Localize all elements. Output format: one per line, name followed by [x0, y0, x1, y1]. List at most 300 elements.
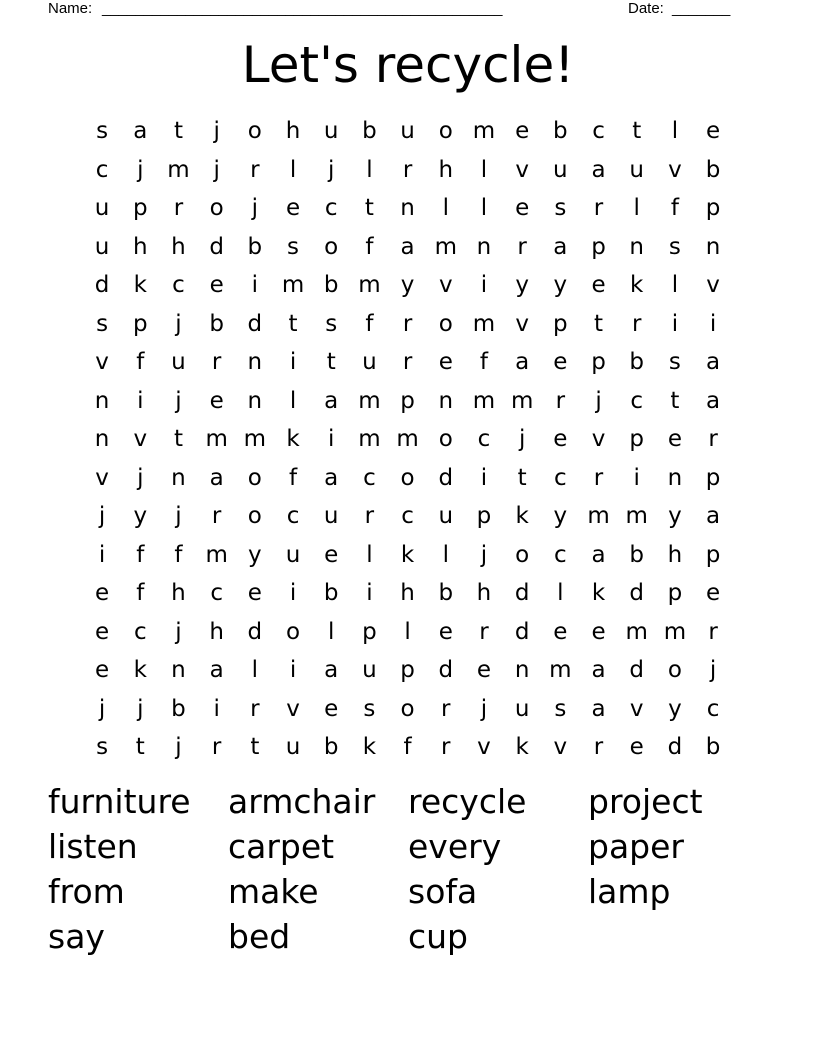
grid-letter: l	[366, 156, 373, 183]
grid-letter: r	[479, 618, 489, 645]
grid-letter: m	[358, 272, 381, 298]
grid-letter: u	[94, 233, 110, 260]
grid-letter: j	[175, 618, 182, 645]
grid-letter: s	[554, 195, 567, 221]
word-list-item: carpet	[228, 827, 335, 866]
grid-letter: e	[667, 426, 682, 452]
grid-letter: p	[553, 310, 568, 337]
grid-letter: n	[171, 464, 186, 491]
grid-letter: n	[171, 657, 186, 683]
grid-letter: a	[706, 503, 721, 529]
grid-letter: c	[286, 503, 300, 529]
grid-letter: a	[400, 233, 415, 260]
grid-letter: p	[362, 618, 377, 645]
grid-row	[83, 497, 733, 536]
grid-letter: y	[553, 272, 568, 298]
grid-letter: k	[133, 657, 147, 683]
grid-letter: u	[553, 156, 568, 183]
grid-letter: p	[629, 426, 645, 452]
grid-letter: m	[549, 657, 572, 683]
grid-letter: r	[593, 464, 604, 491]
grid-letter: s	[96, 118, 109, 144]
grid-letter: c	[95, 156, 109, 183]
grid-letter: e	[95, 580, 110, 606]
grid-letter: c	[401, 503, 414, 529]
grid-letter: b	[323, 272, 339, 298]
grid-letter: i	[289, 657, 297, 683]
grid-letter: e	[247, 580, 262, 606]
grid-letter: e	[629, 734, 644, 760]
grid-letter: p	[476, 503, 492, 529]
grid-letter: t	[594, 310, 604, 337]
grid-row	[83, 112, 733, 151]
grid-letter: t	[670, 387, 680, 414]
grid-letter: l	[480, 195, 488, 221]
letter-grid	[83, 112, 733, 767]
grid-letter: e	[553, 349, 568, 375]
grid-letter: k	[591, 580, 606, 606]
grid-letter: s	[668, 349, 681, 375]
grid-letter: r	[364, 503, 375, 529]
word-list	[48, 780, 768, 960]
grid-letter: l	[480, 156, 488, 183]
grid-letter: d	[209, 233, 224, 260]
grid-letter: f	[174, 541, 183, 568]
grid-letter: p	[705, 464, 721, 491]
grid-letter: h	[438, 156, 454, 183]
grid-letter: u	[323, 503, 339, 529]
grid-letter: o	[247, 118, 262, 144]
grid-letter: e	[706, 580, 721, 606]
grid-letter: o	[667, 657, 682, 683]
grid-letter: h	[285, 118, 301, 144]
grid-letter: r	[441, 695, 451, 722]
grid-letter: u	[629, 156, 644, 183]
grid-letter: a	[324, 464, 339, 491]
grid-letter: k	[400, 541, 415, 568]
grid-letter: b	[171, 695, 186, 722]
grid-letter: i	[251, 272, 259, 298]
grid-row	[83, 343, 733, 382]
grid-letter: m	[472, 118, 496, 144]
grid-letter: a	[133, 118, 148, 144]
grid-letter: l	[442, 541, 449, 568]
name-label: Name:	[48, 0, 93, 17]
grid-letter: l	[289, 387, 297, 414]
grid-letter: h	[476, 580, 492, 606]
grid-letter: h	[171, 233, 186, 260]
grid-letter: e	[438, 349, 453, 375]
grid-letter: y	[515, 272, 529, 298]
grid-letter: i	[480, 272, 488, 298]
grid-letter: a	[324, 387, 339, 414]
grid-letter: d	[667, 734, 683, 760]
grid-letter: j	[480, 695, 488, 722]
grid-letter: c	[592, 118, 605, 144]
page-title: Let's recycle!	[241, 36, 575, 94]
grid-letter: o	[285, 618, 301, 645]
grid-letter: v	[286, 695, 300, 722]
grid-letter: e	[706, 118, 721, 144]
grid-row	[83, 189, 733, 228]
grid-letter: n	[247, 387, 263, 414]
grid-letter: j	[137, 695, 144, 722]
grid-letter: d	[94, 272, 110, 298]
grid-letter: k	[630, 272, 644, 298]
grid-letter: a	[209, 657, 224, 683]
grid-letter: j	[98, 503, 106, 529]
grid-letter: k	[515, 734, 529, 760]
grid-letter: j	[175, 387, 182, 414]
grid-letter: j	[251, 195, 259, 221]
grid-letter: m	[625, 618, 648, 645]
grid-letter: t	[364, 195, 374, 221]
grid-letter: l	[251, 657, 259, 683]
grid-letter: n	[667, 464, 683, 491]
grid-letter: p	[705, 195, 721, 221]
grid-letter: n	[629, 233, 644, 260]
grid-letter: j	[213, 156, 220, 183]
grid-letter: c	[554, 541, 567, 568]
grid-letter: l	[289, 156, 297, 183]
grid-letter: n	[514, 657, 530, 683]
grid-letter: b	[323, 580, 339, 606]
grid-row	[83, 305, 733, 344]
grid-letter: t	[632, 118, 642, 144]
word-list-item: make	[228, 872, 319, 911]
grid-letter: e	[591, 272, 606, 298]
grid-letter: e	[324, 541, 339, 568]
grid-letter: l	[557, 580, 564, 606]
grid-letter: b	[323, 734, 339, 760]
grid-letter: a	[591, 541, 606, 568]
grid-letter: p	[591, 349, 606, 375]
grid-letter: r	[631, 310, 642, 337]
grid-letter: p	[667, 580, 683, 606]
grid-letter: n	[476, 233, 492, 260]
grid-letter: o	[247, 503, 262, 529]
grid-letter: u	[362, 657, 377, 683]
grid-letter: v	[477, 734, 491, 760]
grid-letter: y	[248, 541, 262, 568]
grid-letter: m	[510, 387, 534, 414]
grid-letter: d	[629, 657, 645, 683]
grid-letter: a	[515, 349, 530, 375]
grid-letter: f	[136, 580, 145, 606]
grid-letter: r	[211, 503, 222, 529]
grid-letter: v	[591, 426, 606, 452]
grid-letter: m	[472, 310, 496, 337]
grid-letter: c	[363, 464, 376, 491]
word-list-item: lamp	[588, 872, 671, 911]
grid-letter: r	[441, 734, 451, 760]
grid-letter: n	[705, 233, 721, 260]
grid-letter: b	[209, 310, 224, 337]
grid-letter: r	[250, 156, 260, 183]
grid-row	[83, 420, 733, 459]
grid-letter: a	[324, 657, 339, 683]
grid-letter: e	[324, 695, 339, 722]
grid-letter: r	[250, 695, 260, 722]
grid-letter: h	[400, 580, 415, 606]
grid-letter: l	[633, 195, 640, 221]
grid-letter: k	[362, 734, 377, 760]
grid-row	[83, 728, 733, 767]
grid-letter: s	[287, 233, 300, 260]
grid-letter: m	[358, 387, 381, 414]
word-list-item: bed	[228, 917, 291, 956]
grid-letter: j	[137, 156, 144, 183]
grid-letter: r	[402, 349, 413, 375]
grid-row	[83, 228, 733, 267]
word-list-item: from	[48, 872, 125, 911]
grid-row	[83, 613, 733, 652]
grid-letter: e	[476, 657, 492, 683]
grid-letter: f	[403, 734, 412, 760]
grid-letter: u	[285, 734, 301, 760]
grid-letter: j	[595, 387, 602, 414]
grid-letter: r	[555, 387, 566, 414]
grid-letter: v	[553, 734, 568, 760]
grid-letter: m	[396, 426, 419, 452]
grid-letter: a	[706, 349, 721, 375]
grid-letter: c	[324, 195, 338, 221]
grid-letter: l	[366, 541, 373, 568]
grid-letter: e	[591, 618, 606, 645]
grid-letter: t	[135, 734, 145, 760]
grid-letter: h	[132, 233, 148, 260]
grid-letter: i	[213, 695, 220, 722]
grid-letter: c	[477, 426, 491, 452]
grid-letter: a	[591, 695, 606, 722]
grid-letter: n	[247, 349, 263, 375]
grid-letter: j	[480, 541, 488, 568]
grid-letter: y	[553, 503, 568, 529]
word-list-item: furniture	[48, 782, 191, 821]
grid-letter: e	[95, 657, 110, 683]
grid-letter: v	[668, 156, 682, 183]
grid-letter: b	[438, 580, 454, 606]
date-label: Date:	[628, 0, 664, 17]
grid-letter: b	[705, 734, 721, 760]
grid-letter: i	[480, 464, 488, 491]
grid-letter: c	[554, 464, 567, 491]
grid-letter: m	[434, 233, 457, 260]
word-list-item: recycle	[408, 782, 527, 821]
grid-letter: m	[281, 272, 305, 298]
grid-row	[83, 151, 733, 190]
grid-letter: h	[209, 618, 224, 645]
grid-letter: s	[325, 310, 338, 337]
grid-letter: e	[515, 195, 530, 221]
grid-letter: t	[288, 310, 298, 337]
grid-letter: e	[209, 272, 224, 298]
grid-letter: o	[247, 464, 262, 491]
grid-letter: y	[668, 503, 682, 529]
grid-letter: k	[133, 272, 147, 298]
grid-letter: f	[288, 464, 298, 491]
grid-letter: t	[517, 464, 527, 491]
grid-letter: d	[247, 618, 263, 645]
word-list-item: project	[588, 782, 703, 821]
grid-letter: u	[94, 195, 110, 221]
word-list-item: say	[48, 917, 105, 956]
grid-letter: v	[438, 272, 453, 298]
grid-letter: r	[402, 156, 413, 183]
grid-letter: a	[591, 657, 606, 683]
grid-letter: a	[209, 464, 224, 491]
grid-row	[83, 266, 733, 305]
grid-letter: o	[400, 464, 415, 491]
grid-letter: j	[328, 156, 335, 183]
grid-letter: o	[438, 118, 453, 144]
grid-letter: i	[98, 541, 106, 568]
grid-letter: r	[402, 310, 413, 337]
grid-letter: e	[95, 618, 110, 645]
grid-letter: u	[285, 541, 301, 568]
grid-letter: b	[362, 118, 377, 144]
grid-letter: i	[366, 580, 373, 606]
grid-letter: f	[479, 349, 489, 375]
grid-letter: n	[438, 387, 454, 414]
grid-letter: j	[137, 464, 144, 491]
grid-letter: e	[209, 387, 224, 414]
grid-letter: b	[629, 349, 645, 375]
grid-letter: k	[286, 426, 300, 452]
grid-letter: m	[205, 541, 228, 568]
grid-letter: t	[250, 734, 260, 760]
grid-letter: o	[515, 541, 530, 568]
grid-row	[83, 459, 733, 498]
grid-letter: o	[209, 195, 224, 221]
grid-letter: i	[137, 387, 144, 414]
grid-letter: r	[593, 734, 604, 760]
grid-letter: e	[438, 618, 453, 645]
grid-letter: b	[247, 233, 263, 260]
grid-row	[83, 574, 733, 613]
grid-letter: l	[671, 118, 679, 144]
grid-letter: s	[96, 734, 109, 760]
grid-row	[83, 382, 733, 421]
grid-letter: p	[400, 657, 415, 683]
grid-letter: c	[210, 580, 223, 606]
word-list-item: sofa	[408, 872, 478, 911]
word-list-item: every	[408, 827, 502, 866]
grid-letter: o	[438, 310, 453, 337]
grid-letter: j	[213, 118, 220, 144]
grid-letter: j	[518, 426, 526, 452]
header	[48, 0, 748, 20]
grid-letter: u	[400, 118, 415, 144]
grid-letter: v	[515, 156, 529, 183]
grid-letter: s	[96, 310, 109, 337]
grid-letter: t	[326, 349, 336, 375]
grid-letter: i	[633, 464, 640, 491]
date-blank: _______	[672, 0, 731, 17]
word-list-item: armchair	[228, 782, 376, 821]
grid-letter: f	[670, 195, 679, 221]
grid-letter: l	[671, 272, 679, 298]
grid-letter: y	[668, 695, 682, 722]
grid-letter: m	[663, 618, 687, 645]
grid-letter: a	[591, 156, 606, 183]
grid-letter: m	[358, 426, 381, 452]
grid-letter: e	[285, 195, 301, 221]
grid-letter: j	[175, 310, 182, 337]
grid-letter: j	[98, 695, 106, 722]
grid-letter: m	[587, 503, 610, 529]
word-list-item: paper	[588, 827, 684, 866]
grid-letter: r	[708, 426, 718, 452]
grid-letter: b	[629, 541, 645, 568]
grid-letter: v	[95, 464, 109, 491]
grid-letter: u	[171, 349, 186, 375]
grid-letter: e	[553, 426, 568, 452]
grid-letter: i	[709, 310, 717, 337]
grid-letter: c	[133, 618, 147, 645]
grid-row	[83, 651, 733, 690]
grid-letter: u	[323, 118, 339, 144]
grid-letter: p	[132, 310, 148, 337]
grid-letter: e	[515, 118, 530, 144]
word-list-item: cup	[408, 917, 469, 956]
grid-letter: r	[708, 618, 718, 645]
grid-letter: f	[365, 310, 374, 337]
word-list-item: listen	[48, 827, 138, 866]
grid-letter: m	[243, 426, 267, 452]
grid-letter: v	[629, 695, 644, 722]
grid-letter: o	[400, 695, 415, 722]
grid-letter: d	[247, 310, 263, 337]
grid-letter: t	[173, 118, 183, 144]
grid-row	[83, 690, 733, 729]
grid-letter: p	[132, 195, 148, 221]
grid-letter: y	[400, 272, 415, 298]
grid-letter: s	[668, 233, 681, 260]
grid-letter: n	[94, 426, 110, 452]
name-blank: ________________________________________________	[102, 0, 503, 17]
grid-letter: v	[95, 349, 109, 375]
grid-letter: o	[438, 426, 453, 452]
grid-letter: v	[133, 426, 148, 452]
grid-letter: f	[365, 233, 374, 260]
grid-letter: d	[629, 580, 645, 606]
grid-letter: a	[553, 233, 568, 260]
grid-letter: c	[706, 695, 720, 722]
grid-letter: p	[705, 541, 721, 568]
grid-letter: p	[591, 233, 606, 260]
grid-letter: b	[705, 156, 721, 183]
grid-letter: d	[514, 580, 530, 606]
grid-letter: b	[553, 118, 568, 144]
grid-letter: s	[363, 695, 376, 722]
grid-letter: j	[175, 503, 182, 529]
grid-letter: m	[625, 503, 648, 529]
grid-letter: r	[593, 195, 604, 221]
grid-letter: n	[400, 195, 415, 221]
grid-letter: d	[438, 657, 454, 683]
grid-letter: u	[514, 695, 530, 722]
grid-row	[83, 536, 733, 575]
grid-letter: i	[289, 349, 297, 375]
grid-letter: c	[172, 272, 185, 298]
grid-letter: v	[515, 310, 529, 337]
grid-letter: r	[211, 349, 222, 375]
grid-letter: v	[706, 272, 720, 298]
grid-letter: r	[173, 195, 184, 221]
grid-letter: o	[324, 233, 339, 260]
grid-letter: m	[167, 156, 190, 183]
